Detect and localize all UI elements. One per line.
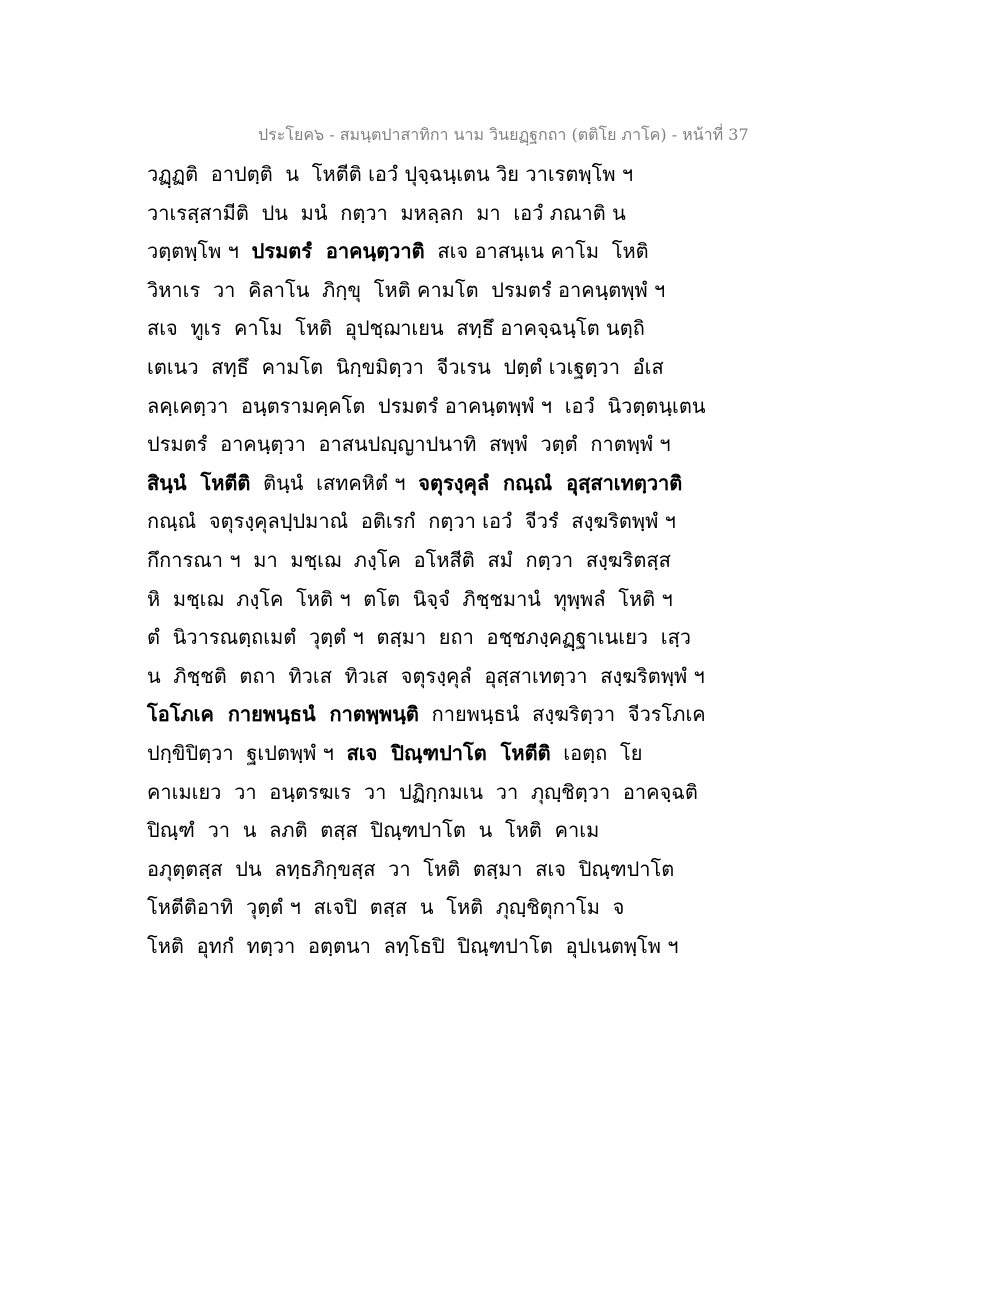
text-line: [147, 158, 687, 197]
text-segment: สเจ อาสนฺเน คาโม โหติ: [424, 239, 649, 264]
text-segment: วฏฺฏติ อาปตฺติ น โหตีติ เอวํ ปุจฺฉนฺเตน วิย วาเรตพฺโพ ฯ: [147, 162, 634, 186]
text-segment: ลคฺเคตฺวา อนฺตรามคฺคโต ปรมตรํ อาคนฺตพฺพํ ฯ เอวํ นิวตฺตนฺเตน: [147, 393, 706, 418]
text-line: [147, 274, 687, 313]
text-segment: เตเนว สทฺธึ คามโต นิกฺขมิตฺวา จีวเรน ปตฺตํ เวเฐตฺวา อํเส: [147, 354, 664, 379]
text-line: [147, 428, 687, 467]
text-line: [147, 660, 705, 699]
text-segment: ปกฺขิปิตฺวา ฐเปตพฺพํ ฯ: [147, 740, 347, 765]
bold-term: ปรมตรํ อาคนฺตฺวาติ: [251, 239, 425, 264]
page-header: ประโยค๖ - สมนฺตปาสาทิกา นาม วินยฏฺฐกถา (ตติโย ภาโค) - หน้าที่ 37: [258, 125, 749, 144]
text-line: [147, 814, 687, 853]
text-segment: โหติ อุทกํ ทตฺวา อตฺตนา ลทฺโธปิ ปิณฺฑปาโต อุปเนตพฺโพ ฯ: [147, 933, 679, 958]
text-line: [147, 390, 706, 429]
text-line: [147, 621, 692, 660]
text-line: [147, 776, 698, 815]
text-segment: วตฺตพฺโพ ฯ: [147, 239, 252, 264]
text-segment: น ภิชฺชติ ตถา ทิวเส ทิวเส จตุรงฺคุลํ อุสฺสาเทตฺวา สงฺฆริตพฺพํ ฯ: [147, 663, 705, 688]
text-segment: กายพนฺธนํ สงฺฆริตฺวา จีวรโภเค: [418, 702, 706, 727]
text-segment: กณฺณํ จตุรงฺคุลปฺปมาณํ อติเรกํ กตฺวา เอวํ จีวรํ สงฺฆริตพฺพํ ฯ: [147, 509, 676, 534]
text-segment: เอตฺถ โย: [550, 740, 643, 765]
text-segment: โหตีติอาทิ วุตฺตํ ฯ สเจปิ ตสฺส น โหติ ภุญฺชิตุกาโม จ: [147, 895, 625, 920]
text-line: [147, 930, 687, 969]
bold-term: สินฺนํ โหตีติ: [147, 470, 251, 495]
text-segment: อภุตฺตสฺส ปน ลทฺธภิกฺขสฺส วา โหติ ตสฺมา สเจ ปิณฺฑปาโต: [147, 856, 675, 881]
text-line: [147, 505, 687, 544]
text-line: [147, 544, 687, 583]
text-segment: คาเมเยว วา อนฺตรฆเร วา ปฏิกฺกมเน วา ภุญฺชิตฺวา อาคจฺฉติ: [147, 779, 698, 804]
text-line: [147, 891, 687, 930]
text-segment: สเจ ทูเร คาโม โหติ อุปชฺฌาเยน สทฺธึ อาคจฺฉนฺโต นตฺถิ: [147, 316, 645, 341]
text-line: [147, 583, 687, 622]
text-line: [147, 698, 706, 737]
body-text: [147, 158, 706, 968]
text-segment: ปิณฺฑํ วา น ลภติ ตสฺส ปิณฺฑปาโต น โหติ คาเม: [147, 818, 600, 843]
text-line: [147, 737, 687, 776]
text-line: [147, 853, 687, 892]
text-segment: ตํ นิวารณตฺถเมตํ วุตฺตํ ฯ ตสฺมา ยถา อชฺชภงฺคฏฺฐาเนเยว เสฺว: [147, 625, 692, 650]
text-segment: ตินฺนํ เสทคหิตํ ฯ: [250, 470, 419, 495]
text-segment: ปรมตรํ อาคนฺตฺวา อาสนปญฺญาปนาทิ สพฺพํ วตฺตํ กาตพฺพํ ฯ: [147, 432, 671, 457]
bold-term: จตุรงฺคุลํ กณฺณํ อุสฺสาเทตฺวาติ: [418, 470, 683, 495]
text-segment: กึการณา ฯ มา มชฺเฌ ภงฺโค อโหสีติ สมํ กตฺวา สงฺฆริตสฺส: [147, 547, 671, 572]
text-segment: วาเรสฺสามีติ ปน มนํ กตฺวา มหลฺลก มา เอวํ ภณาติ น: [147, 200, 626, 225]
text-segment: หิ มชฺเฌ ภงฺโค โหติ ฯ ตโต นิจฺจํ ภิชฺชมานํ ทุพฺพลํ โหติ ฯ: [147, 586, 673, 611]
text-line: [147, 197, 687, 236]
bold-term: โอโภเค กายพนฺธนํ กาตพฺพนฺติ: [147, 702, 419, 727]
bold-term: สเจ ปิณฺฑปาโต โหตีติ: [346, 740, 551, 765]
text-line: [147, 351, 687, 390]
text-line: [147, 235, 687, 274]
text-segment: วิหาเร วา คิลาโน ภิกฺขุ โหติ คามโต ปรมตรํ อาคนฺตพฺพํ ฯ: [147, 277, 666, 302]
text-line: [147, 312, 687, 351]
text-line: [147, 467, 687, 506]
